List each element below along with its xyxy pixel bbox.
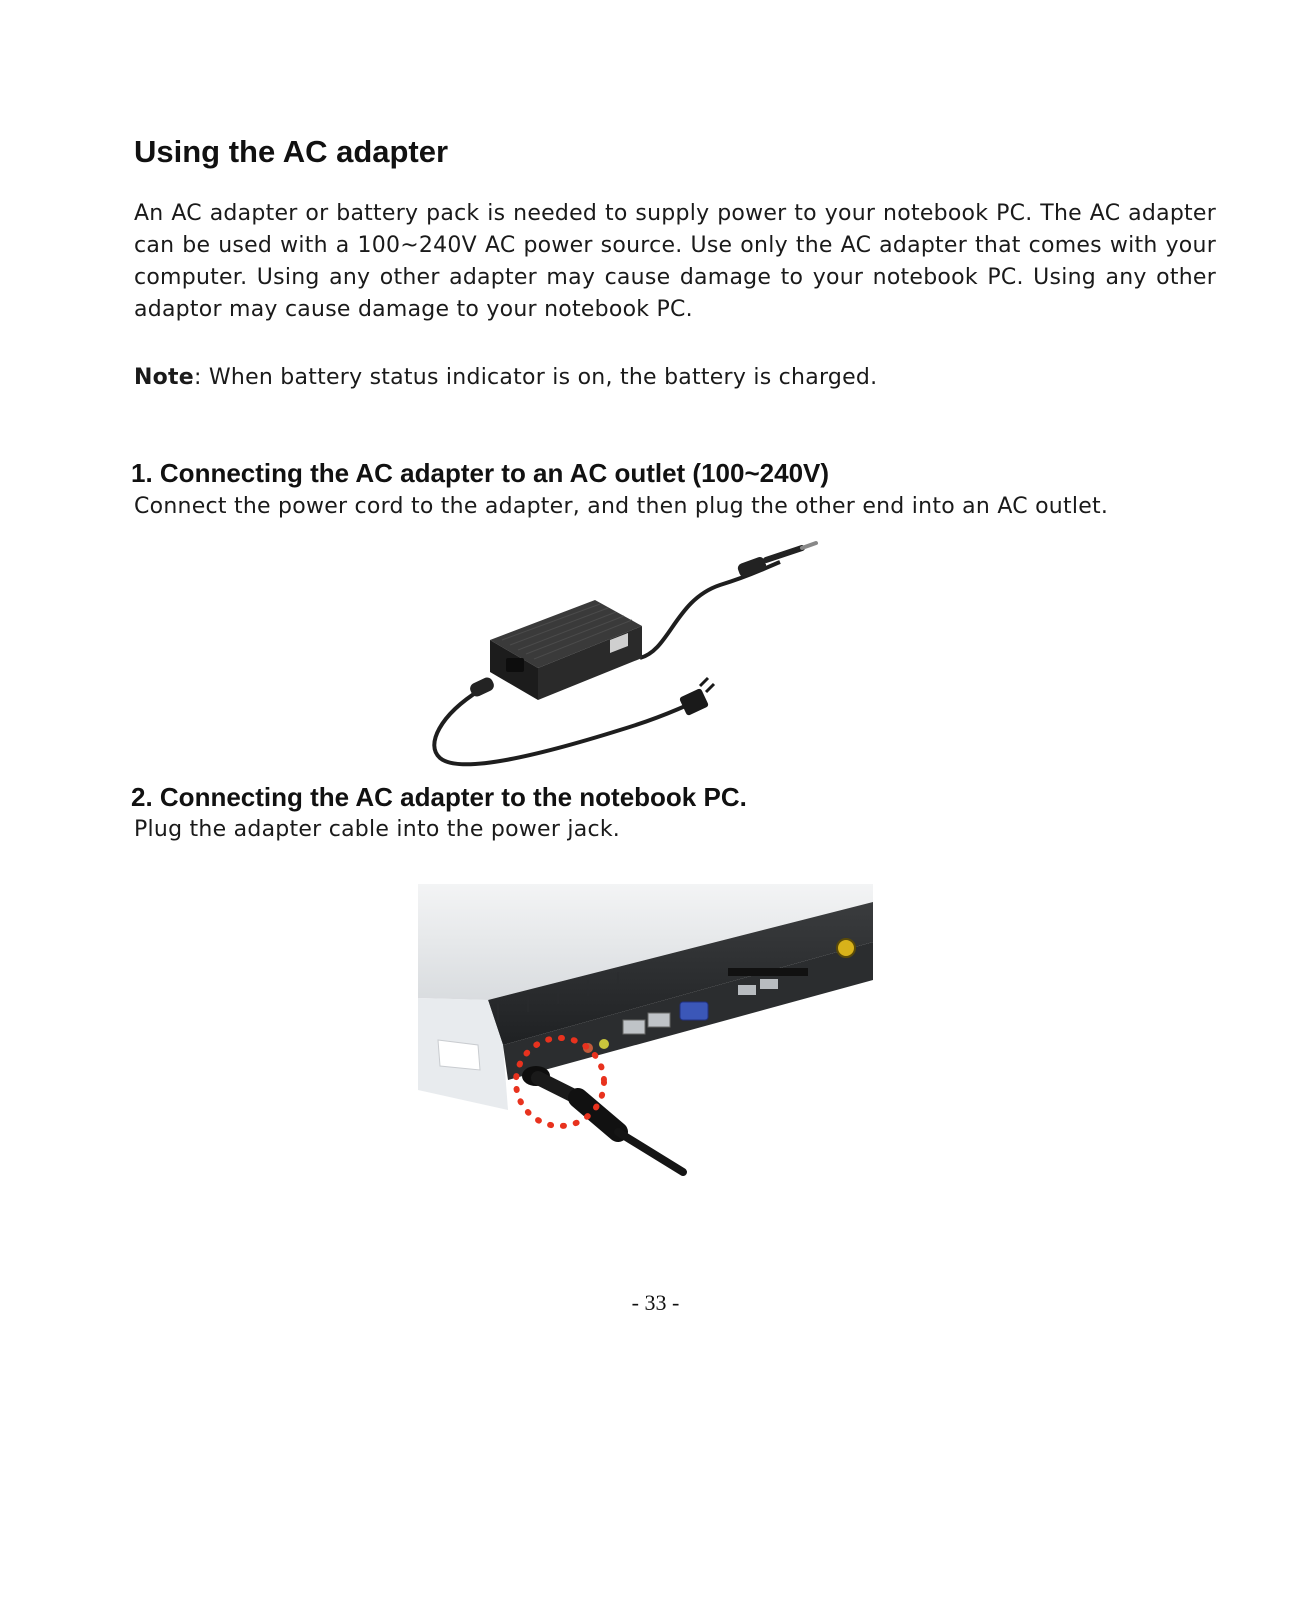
note-paragraph <box>134 362 877 394</box>
step1-text: Connect the power cord to the adapter, and then plug the other end into an AC outlet. <box>134 494 1109 519</box>
page-number: - 33 - <box>631 1290 680 1315</box>
step1-heading: 1. Connecting the AC adapter to an AC outlet (100~240V) <box>131 458 830 488</box>
page-title: Using the AC adapter <box>134 134 449 169</box>
step2-heading: 2. Connecting the AC adapter to the notebook PC. <box>131 782 747 812</box>
laptop-power-jack-illustration <box>418 880 894 1192</box>
ac-adapter-illustration <box>420 540 840 790</box>
step2-text: Plug the adapter cable into the power jack. <box>134 817 621 842</box>
note-text: : When battery status indicator is on, the battery is charged. <box>193 365 878 390</box>
intro-paragraph: An AC adapter or battery pack is needed to supply power to your notebook PC. The AC adapter can be used with a 100~240V AC power source. Use only the AC adapter that comes with your computer. Using any other adapter may cause damage to your notebook PC. Using any other adaptor may cause damage to your notebook PC. <box>134 201 1216 322</box>
note-label: Note <box>134 365 194 390</box>
